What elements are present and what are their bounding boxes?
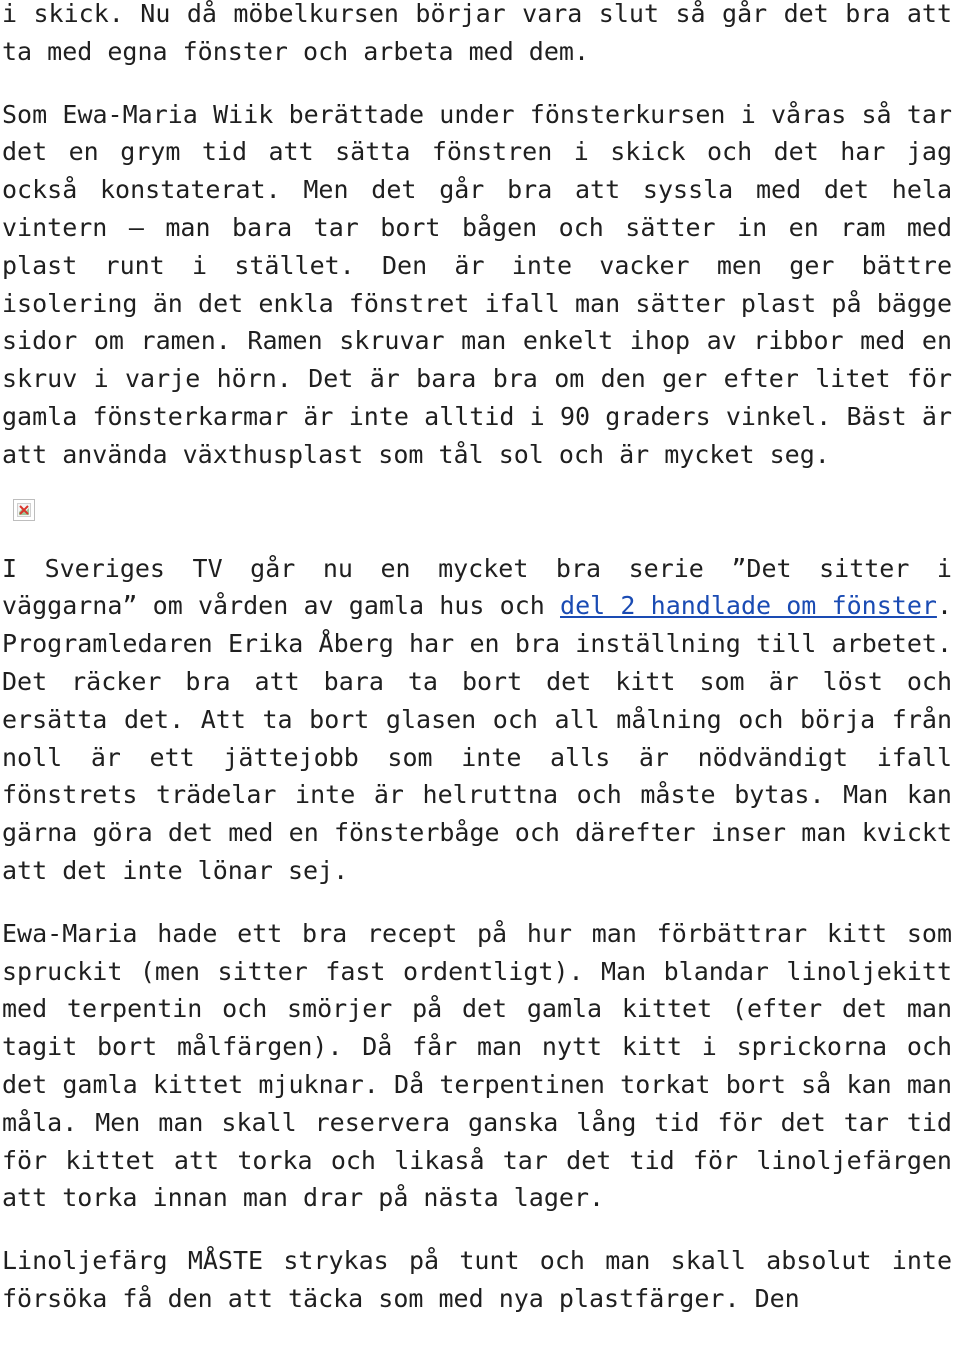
paragraph-5: Linoljefärg MÅSTE strykas på tunt och man skall absolut inte försöka få den att täcka som med nya plastfärger. Den (2, 1246, 952, 1313)
paragraph-4: Ewa-Maria hade ett bra recept på hur man förbättrar kitt som spruckit (men sitter fast ordentligt). Man blandar linoljekitt med terpentin och smörjer på det gamla kittet (efter det man tagit bort målfärgen). Då får man nytt kitt i sprickorna och det gamla kittet mjuknar. Då terpentinen torkat bort så kan man måla. Men man skall reservera ganska lång tid för det tar tid för kittet att torka och likaså tar det tid för linoljefärgen att torka innan man drar på nästa lager. (2, 918, 952, 1213)
paragraph-3-text-start: I Sveriges TV går nu en mycket bra serie ”Det sitter i väggarna” om vården av gamla hus och (2, 553, 952, 621)
del-2-fonster-link[interactable]: del 2 handlade om fönster (560, 591, 937, 621)
paragraph-3 (2, 550, 952, 890)
paragraph-3-text-end: . Programledaren Erika Åberg har en bra inställning till arbetet. Det räcker bra att bara ta bort det kitt som är löst och ersätta det. Att ta bort glasen och all målning och börja från noll är ett jättejobb som inte alls är nödvändigt ifall fönstrets trädelar inte är helruttna och måste bytas. Man kan gärna göra det med en fönsterbåge och därefter inser man kvickt att det inte lönar sej. (2, 591, 952, 885)
paragraph-2: Som Ewa-Maria Wiik berättade under fönsterkursen i våras så tar det en grym tid att sätta fönstren i skick och det har jag också konstaterat. Men det går bra att syssla med det hela vintern – man bara tar bort bågen och sätter in en ram med plast runt i stället. Den är inte vacker men ger bättre isolering än det enkla fönstret ifall man sätter plast på bägge sidor om ramen. Ramen skruvar man enkelt ihop av ribbor med en skruv i varje hörn. Det är bara bra om den ger efter litet för gamla fönsterkarmar är inte alltid i 90 graders vinkel. Bäst är att använda växthusplast som tål sol och är mycket seg. (2, 99, 952, 469)
paragraph-1: i skick. Nu då möbelkursen börjar vara slut så går det bra att ta med egna fönster och arbeta med dem. (2, 0, 952, 66)
broken-image-icon (13, 499, 35, 521)
article-body (2, 0, 952, 1343)
